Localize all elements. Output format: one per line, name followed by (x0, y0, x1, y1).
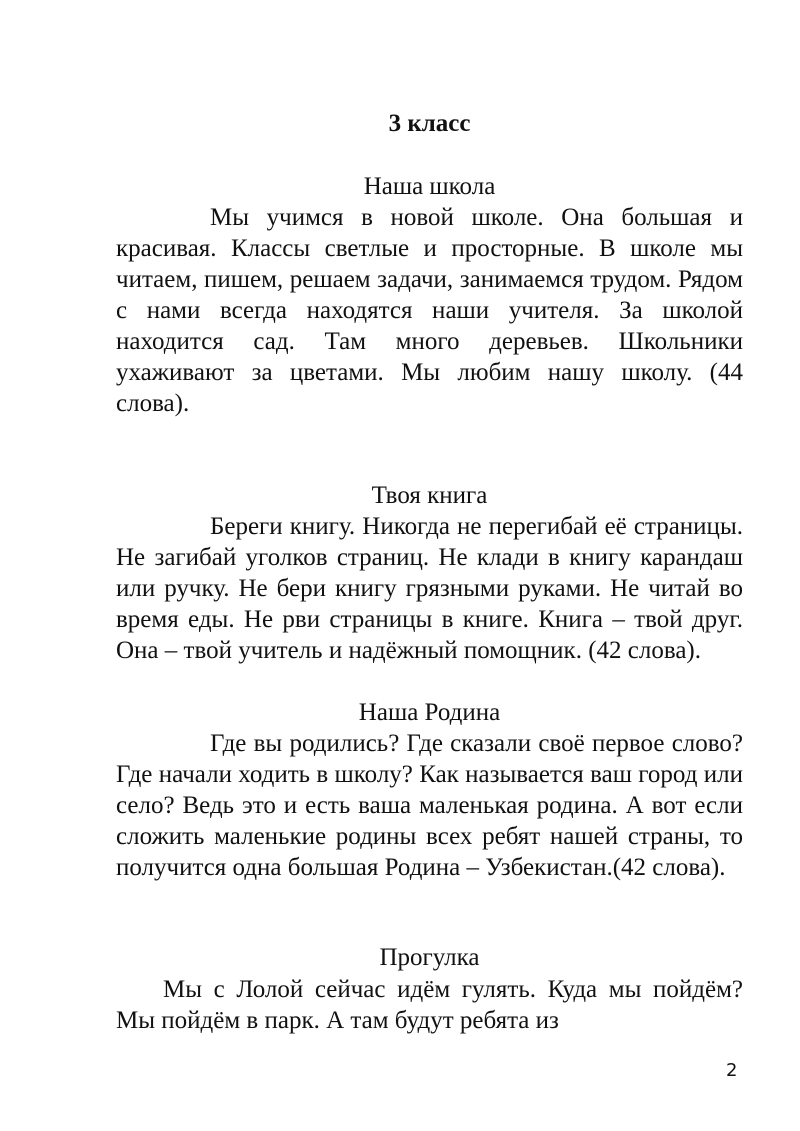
section-title-walk: Прогулка (379, 944, 480, 971)
section-text-your-book: Береги книгу. Никогда не перегибай её страницы. Не загибай уголков страниц. Не клади в книгу карандаш или ручку. Не бери книгу грязными руками. Не читай во время еды. Не рви страницы в книге. Книга – твой друг. Она – твой учитель и надёжный помощник. (42 слова). (116, 513, 743, 664)
section-title-your-book: Твоя книга (371, 482, 488, 509)
section-text-walk: Мы с Лолой сейчас идём гулять. Куда мы пойдём? Мы пойдём в парк. А там будут ребята из (116, 976, 743, 1034)
section-title-our-motherland: Наша Родина (358, 699, 501, 726)
section-text-our-school: Мы учимся в новой школе. Она большая и красивая. Классы светлые и просторные. В школе мы читаем, пишем, решаем задачи, занимаемся трудом. Рядом с нами всегда находятся наши учителя. За школой находится сад. Там много деревьев. Школьники ухаживают за цветами. Мы любим нашу школу. (44 слова). (116, 204, 743, 417)
page-number: 2 (726, 1060, 738, 1081)
section-title-our-school: Наша школа (363, 173, 496, 200)
grade-title: 3 класс (388, 110, 471, 137)
section-text-our-motherland: Где вы родились? Где сказали своё первое слово? Где начали ходить в школу? Как называется ваш город или село? Ведь это и есть ваша маленькая родина. А вот если сложить маленькие родины всех ребят нашей страны, то получится одна большая Родина – Узбекистан.(42 слова). (116, 730, 743, 881)
